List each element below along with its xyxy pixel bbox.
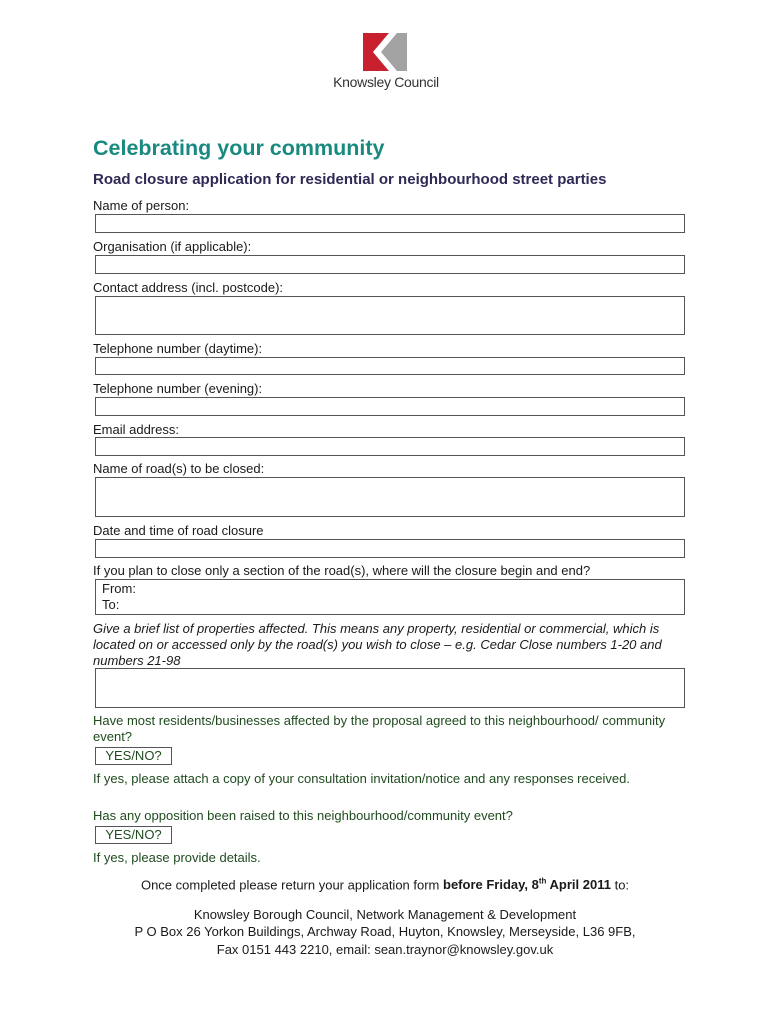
address-label: Contact address (incl. postcode): [93, 280, 284, 295]
opposition-question: Has any opposition been raised to this neighbourhood/community event? [93, 808, 513, 823]
page-subtitle: Road closure application for residential or neighbourhood street parties [93, 171, 607, 188]
properties-field[interactable] [95, 668, 685, 708]
agreed-yesno-field[interactable]: YES/NO? [95, 747, 172, 765]
tel-eve-field[interactable] [95, 397, 685, 416]
section-field[interactable] [95, 579, 685, 615]
return-pre: Once completed please return your application form [140, 877, 443, 893]
opposition-yesno-field[interactable]: YES/NO? [95, 826, 172, 844]
to-label: To: [102, 597, 120, 612]
roads-label: Name of road(s) to be closed: [93, 461, 265, 476]
name-field[interactable] [95, 214, 685, 233]
deadline: before Friday, 8th April 2011 [443, 877, 611, 893]
organisation-label: Organisation (if applicable): [93, 239, 252, 254]
address-line-2: P O Box 26 Yorkon Buildings, Archway Road, Huyton, Knowsley, Merseyside, L36 9FB, [134, 924, 636, 939]
tel-day-field[interactable] [95, 357, 685, 375]
council-logo [326, 33, 446, 93]
council-logo-icon [363, 33, 407, 71]
name-label: Name of person: [93, 198, 190, 213]
address-line-3: Fax 0151 443 2210, email: sean.traynor@knowsley.gov.uk [216, 942, 554, 957]
details-instructions: If yes, please provide details. [93, 850, 261, 865]
address-line-1: Knowsley Borough Council, Network Management & Development [193, 907, 577, 922]
section-label: If you plan to close only a section of the road(s), where will the closure begin and end? [93, 563, 591, 578]
from-label: From: [102, 581, 136, 596]
attach-instructions: If yes, please attach a copy of your consultation invitation/notice and any responses received. [93, 771, 630, 786]
datetime-field[interactable] [95, 539, 685, 558]
tel-day-label: Telephone number (daytime): [93, 341, 263, 356]
properties-instructions: Give a brief list of properties affected. This means any property, residential or commercial, which is located on or accessed only by the road(s) you wish to close – e.g. Cedar Close numbers 1-20 and numbers 21-98 [93, 621, 662, 668]
organisation-field[interactable] [95, 255, 685, 274]
page-title: Celebrating your community [93, 136, 385, 160]
address-field[interactable] [95, 296, 685, 335]
council-name: Knowsley Council [333, 74, 439, 90]
datetime-label: Date and time of road closure [93, 523, 264, 538]
return-post: to: [610, 877, 630, 893]
roads-field[interactable] [95, 477, 685, 517]
email-label: Email address: [93, 422, 179, 437]
email-field[interactable] [95, 437, 685, 456]
agreed-question: Have most residents/businesses affected by the proposal agreed to this neighbourhood/ community event? [93, 713, 666, 744]
return-instructions [0, 877, 770, 892]
tel-eve-label: Telephone number (evening): [93, 381, 263, 396]
